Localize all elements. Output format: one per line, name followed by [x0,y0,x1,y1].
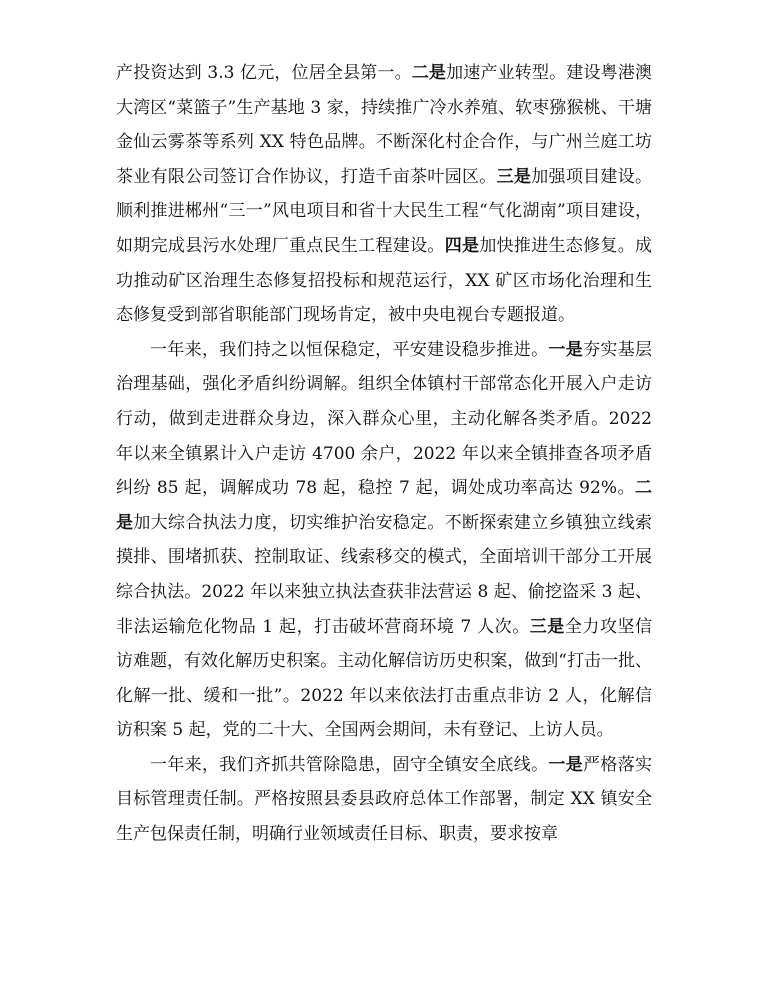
text-run: 产投资达到 3.3 亿元，位居全县第一。 [116,63,412,83]
bold-marker: 四是 [444,235,480,256]
bold-marker: 三是 [496,166,532,187]
text-run: 全力攻坚信访难题，有效化解历史积案。主动化解信访历史积案，做到“打击一批、化解一批、缓和一批”。2022 年以来依法打击重点非访 2 人，化解信访积案 5 起，党的二十大、全国两会期间，未有登记、上访人员。 [116,616,653,741]
text-run: 严格落实目标管理责任制。严格按照县委县政府总体工作部署，制定 XX 镇安全生产包保责任制，明确行业领域责任目标、职责，要求按章 [116,754,653,845]
paragraph-stability [116,333,652,748]
bold-marker: 一是 [548,339,584,360]
text-run: 加速产业转型。建设粤港澳大湾区“菜篮子”生产基地 3 家，持续推广冷水养殖、软枣猕猴桃、干塘金仙云雾茶等系列 XX 特色品牌。不断深化村企合作，与广州兰庭工坊茶业有限公司签订合作协议，打造千亩茶叶园区。 [116,63,652,187]
bold-marker: 一是 [548,754,584,775]
text-run: 夯实基层治理基础，强化矛盾纠纷调解。组织全体镇村干部常态化开展入户走访行动，做到走进群众身边，深入群众心里，主动化解各类矛盾。2022 年以来全镇累计入户走访 4700 余户，2022 年以来全镇排查各项矛盾纠纷 85 起，调解成功 78 起，稳控 7 起，调处成功率高达 92%。 [116,339,653,499]
paragraph-safety [116,748,652,852]
text-run: 加快推进生态修复。成功推动矿区治理生态修复招投标和规范运行，XX 矿区市场化治理和生态修复受到部省职能部门现场肯定，被中央电视台专题报道。 [116,235,653,326]
text-run: 加大综合执法力度，切实维护治安稳定。不断探索建立乡镇独立线索摸排、围堵抓获、控制取证、线索移交的模式，全面培训干部分工开展综合执法。2022 年以来独立执法查获非法营运 8 起、偷挖盗采 3 起、非法运输危化物品 1 起，打击破坏营商环境 7 人次。 [116,512,653,637]
document-body [116,56,652,852]
bold-marker: 二是 [411,63,447,83]
bold-marker: 二是 [116,478,652,533]
paragraph-industry [116,56,652,333]
text-run: 一年来，我们齐抓共管除隐患，固守全镇安全底线。 [150,754,549,775]
bold-marker: 三是 [529,616,565,637]
text-run: 加强项目建设。顺利推进郴州“三一”风电项目和省十大民生工程“气化湖南”项目建设，如期完成县污水处理厂重点民生工程建设。 [116,166,653,256]
text-run: 一年来，我们持之以恒保稳定，平安建设稳步推进。 [150,339,549,360]
